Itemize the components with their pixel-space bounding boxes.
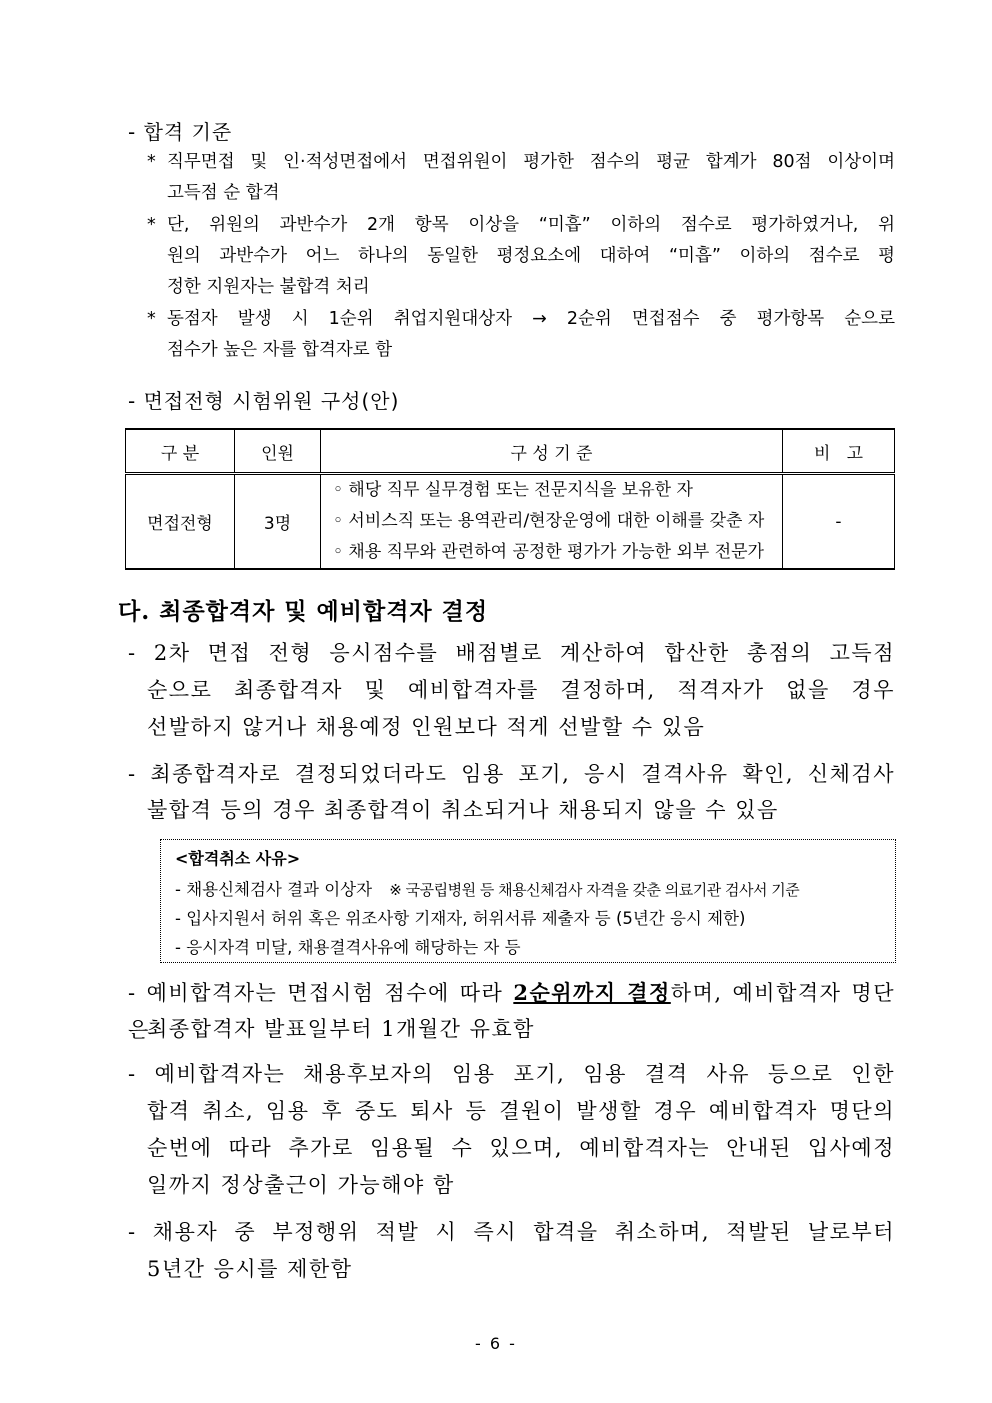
paragraph-line: 불합격 등의 경우 최종합격이 취소되거나 채용되지 않을 수 있음 [147, 798, 779, 822]
committee-table [125, 428, 895, 570]
criteria-line: 정한 지원자는 불합격 처리 [167, 277, 370, 297]
paragraph-line: 최종합격자 발표일부터 1개월간 유효함 [147, 1017, 535, 1041]
bullet-star: * [147, 309, 156, 329]
paragraph-line: - 최종합격자로 결정되었더라도 임용 포기, 응시 결격사유 확인, 신체검사 [128, 762, 895, 786]
committee-heading: - 면접전형 시험위원 구성(안) [128, 389, 400, 413]
criteria-bullet: ◦ 서비스직 또는 용역관리/현장운영에 대한 이해를 갖춘 자 [333, 511, 765, 531]
page-number: - 6 - [475, 1334, 517, 1353]
bullet-star: * [147, 215, 156, 235]
cancellation-reasons-box [160, 839, 896, 963]
paragraph-line: 합격 취소, 임용 후 중도 퇴사 등 결원이 발생할 경우 예비합격자 명단의 [147, 1099, 895, 1123]
box-item: - 응시자격 미달, 채용결격사유에 해당하는 자 등 [175, 938, 521, 957]
section-d-title: 다. 최종합격자 및 예비합격자 결정 [118, 598, 489, 625]
criteria-line: 직무면접 및 인·적성면접에서 면접위원이 평가한 점수의 평균 합계가 80점 이상이며 [167, 152, 895, 172]
paragraph-line: 순번에 따라 추가로 임용될 수 있으며, 예비합격자는 안내된 입사예정 [147, 1136, 895, 1160]
box-title: <합격취소 사유> [175, 849, 301, 868]
table-header: 인원 [235, 429, 321, 474]
criteria-line: 고득점 순 합격 [167, 183, 280, 203]
paragraph-line: - 채용자 중 부정행위 적발 시 즉시 합격을 취소하며, 적발된 날로부터 [128, 1220, 895, 1244]
table-cell-note: - [783, 474, 895, 570]
paragraph-line: 순으로 최종합격자 및 예비합격자를 결정하며, 적격자가 없을 경우 [147, 678, 895, 702]
criteria-heading: - 합격 기준 [128, 120, 233, 144]
criteria-bullet: ◦ 채용 직무와 관련하여 공정한 평가가 가능한 외부 전문가 [333, 542, 764, 562]
paragraph-line: 일까지 정상출근이 가능해야 함 [147, 1173, 455, 1197]
table-header: 구 분 [126, 429, 235, 474]
box-item-text: - 채용신체검사 결과 이상자 [175, 880, 373, 899]
table-cell-criteria [321, 474, 783, 570]
table-cell-count: 3명 [235, 474, 321, 570]
criteria-line: 원의 과반수가 어느 하나의 동일한 평정요소에 대하여 “미흡” 이하의 점수로 평 [167, 246, 895, 266]
paragraph-line: 5년간 응시를 제한함 [147, 1257, 353, 1281]
paragraph-line: - 예비합격자는 채용후보자의 임용 포기, 임용 결격 사유 등으로 인한 [128, 1062, 895, 1086]
emphasis-text: 2순위까지 결정 [513, 980, 671, 1005]
box-item: - 입사지원서 허위 혹은 위조사항 기재자, 허위서류 제출자 등 (5년간 응시 제한) [175, 909, 746, 928]
table-header: 비 고 [783, 429, 895, 474]
box-item-note: ※ 국공립병원 등 채용신체검사 자격을 갖춘 의료기관 검사서 기준 [389, 881, 800, 899]
table-header: 구 성 기 준 [321, 429, 783, 474]
paragraph-line: 선발하지 않거나 채용예정 인원보다 적게 선발할 수 있음 [147, 715, 706, 739]
paragraph-text: 하며, 예비합격자 명단은 [128, 981, 896, 1042]
table-cell-category: 면접전형 [126, 474, 235, 570]
criteria-line: 동점자 발생 시 1순위 취업지원대상자 → 2순위 면접점수 중 평가항목 순으로 [167, 309, 895, 329]
table-row [126, 474, 895, 570]
paragraph-line: - 2차 면접 전형 응시점수를 배점별로 계산하여 합산한 총점의 고득점 [128, 641, 895, 665]
paragraph-text: - 예비합격자는 면접시험 점수에 따라 [128, 981, 514, 1005]
box-item [175, 876, 799, 900]
bullet-star: * [147, 152, 156, 172]
criteria-bullet: ◦ 해당 직무 실무경험 또는 전문지식을 보유한 자 [333, 480, 693, 500]
criteria-line: 단, 위원의 과반수가 2개 항목 이상을 “미흡” 이하의 점수로 평가하였거나, 위 [167, 215, 895, 235]
criteria-line: 점수가 높은 자를 합격자로 함 [167, 340, 393, 360]
